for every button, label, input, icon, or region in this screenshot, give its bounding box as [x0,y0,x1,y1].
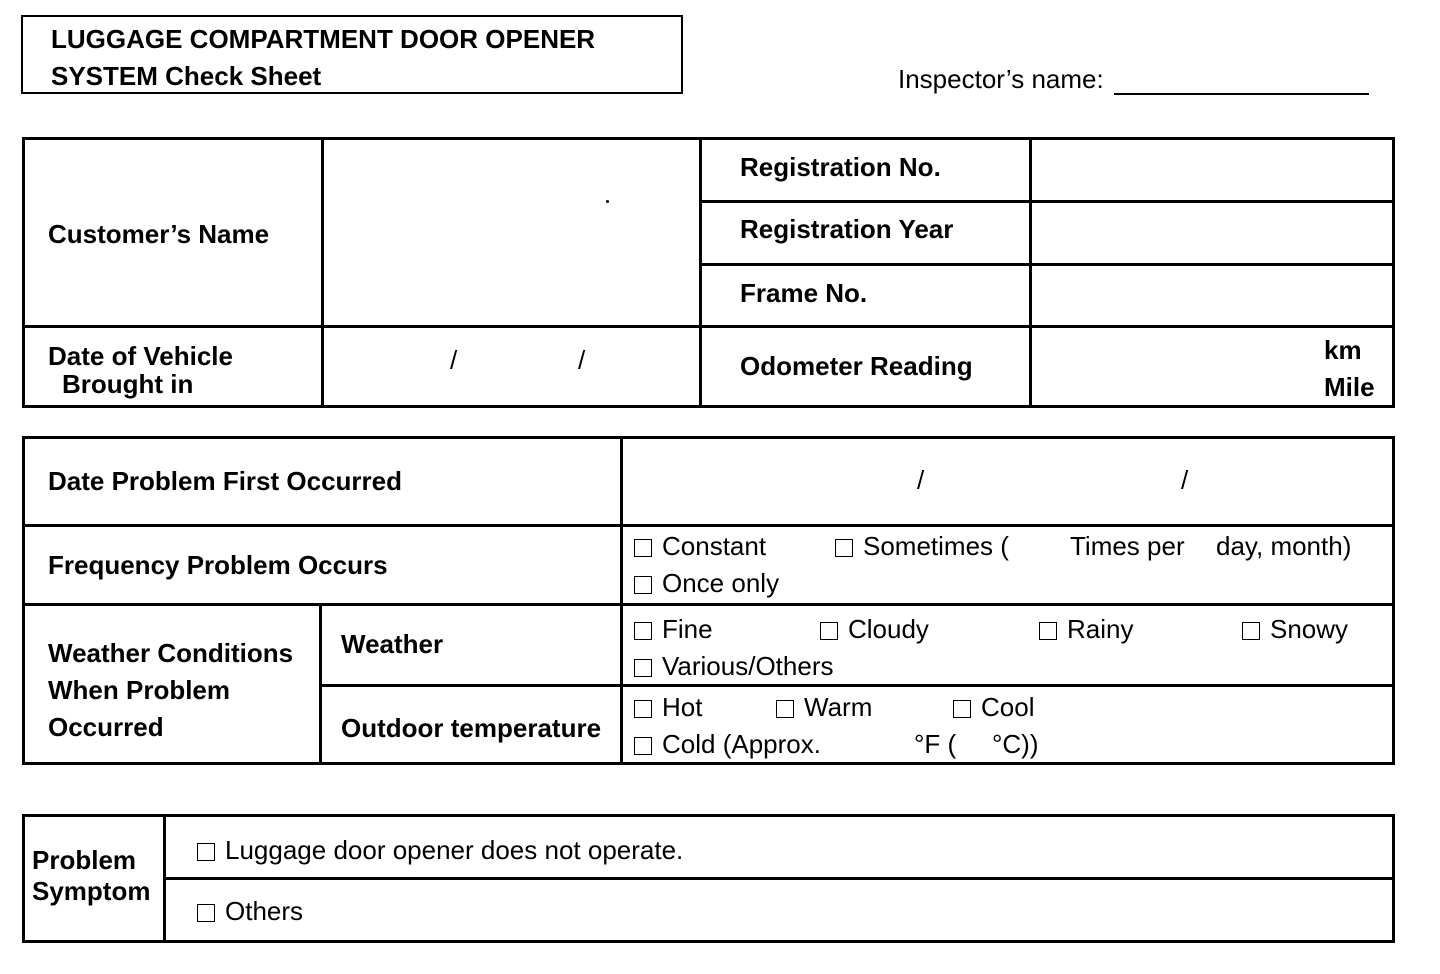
weather-conditions-label-3: Occurred [48,712,164,742]
temp-warm-text: Warm [804,692,873,722]
registration-year-label: Registration Year [740,214,954,244]
freq-day-month-text: day, month) [1216,531,1352,561]
weather-various-text: Various/Others [662,651,834,681]
frequency-label: Frequency Problem Occurs [48,550,388,580]
title-line-1: LUGGAGE COMPARTMENT DOOR OPENER [51,24,596,54]
date-first-separator-2: / [1181,465,1189,495]
date-first-separator-1: / [917,465,925,495]
freq-once-option[interactable] [634,568,779,598]
symptom-option-2-text: Others [225,896,304,926]
date-first-occurred-label: Date Problem First Occurred [48,466,402,496]
checkbox-icon[interactable] [634,700,652,718]
customer-name-label: Customer’s Name [48,219,270,249]
checkbox-icon[interactable] [835,539,853,557]
freq-constant-text: Constant [662,531,767,561]
checkbox-icon[interactable] [634,539,652,557]
date-brought-label-1: Date of Vehicle [48,341,233,371]
checkbox-icon[interactable] [634,576,652,594]
weather-fine-text: Fine [662,614,713,644]
checkbox-icon[interactable] [197,843,215,861]
title-line-2: SYSTEM Check Sheet [51,61,322,91]
checkbox-icon[interactable] [1242,622,1260,640]
temp-cool-text: Cool [981,692,1035,722]
temp-cool-option[interactable] [953,692,1034,722]
checkbox-icon[interactable] [197,904,215,922]
weather-fine-option[interactable] [634,614,713,644]
symptom-option-not-operate[interactable] [197,835,683,865]
inspector-label: Inspector’s name: [898,64,1104,94]
weather-conditions-label-2: When Problem [48,675,231,705]
checkbox-icon[interactable] [634,737,652,755]
symptom-option-1-text: Luggage door opener does not operate. [225,835,684,865]
freq-sometimes-text: Sometimes ( [863,531,1009,561]
checkbox-icon[interactable] [776,700,794,718]
weather-snowy-option[interactable] [1242,614,1348,644]
odometer-unit-km: km [1324,335,1362,365]
freq-once-text: Once only [662,568,780,598]
checkbox-icon[interactable] [634,622,652,640]
temp-cold-option[interactable] [634,729,821,759]
date-brought-label-2: Brought in [62,369,194,399]
weather-conditions-label-1: Weather Conditions [48,638,294,668]
weather-rainy-text: Rainy [1067,614,1134,644]
date-brought-separator-1: / [450,345,458,375]
temp-hot-text: Hot [662,692,703,722]
check-sheet-title [21,15,683,94]
weather-rainy-option[interactable] [1039,614,1133,644]
weather-cloudy-option[interactable] [820,614,929,644]
checkbox-icon[interactable] [1039,622,1057,640]
date-brought-separator-2: / [578,345,586,375]
problem-symptom-label-1: Problem [32,845,137,875]
weather-label: Weather [341,629,444,659]
customer-name-field[interactable] [606,200,609,203]
inspector-name-field[interactable] [898,64,1369,95]
odometer-unit-mile: Mile [1324,372,1375,402]
inspector-name-line[interactable] [1114,67,1369,95]
temp-fahrenheit-text: °F ( [914,729,957,759]
odometer-label: Odometer Reading [740,351,973,381]
symptom-option-others[interactable] [197,896,303,926]
temp-hot-option[interactable] [634,692,702,722]
weather-cloudy-text: Cloudy [848,614,929,644]
temp-warm-option[interactable] [776,692,872,722]
freq-times-per-text: Times per [1070,531,1185,561]
checkbox-icon[interactable] [634,659,652,677]
weather-various-option[interactable] [634,651,833,681]
registration-no-label: Registration No. [740,152,941,182]
outdoor-temperature-label: Outdoor temperature [341,713,602,743]
weather-snowy-text: Snowy [1270,614,1349,644]
temp-cold-text: Cold (Approx. [662,729,821,759]
frame-no-label: Frame No. [740,278,868,308]
checkbox-icon[interactable] [820,622,838,640]
freq-sometimes-option[interactable] [835,531,1009,561]
checkbox-icon[interactable] [953,700,971,718]
freq-constant-option[interactable] [634,531,766,561]
temp-celsius-text: °C)) [992,729,1039,759]
problem-symptom-label-2: Symptom [32,876,151,906]
